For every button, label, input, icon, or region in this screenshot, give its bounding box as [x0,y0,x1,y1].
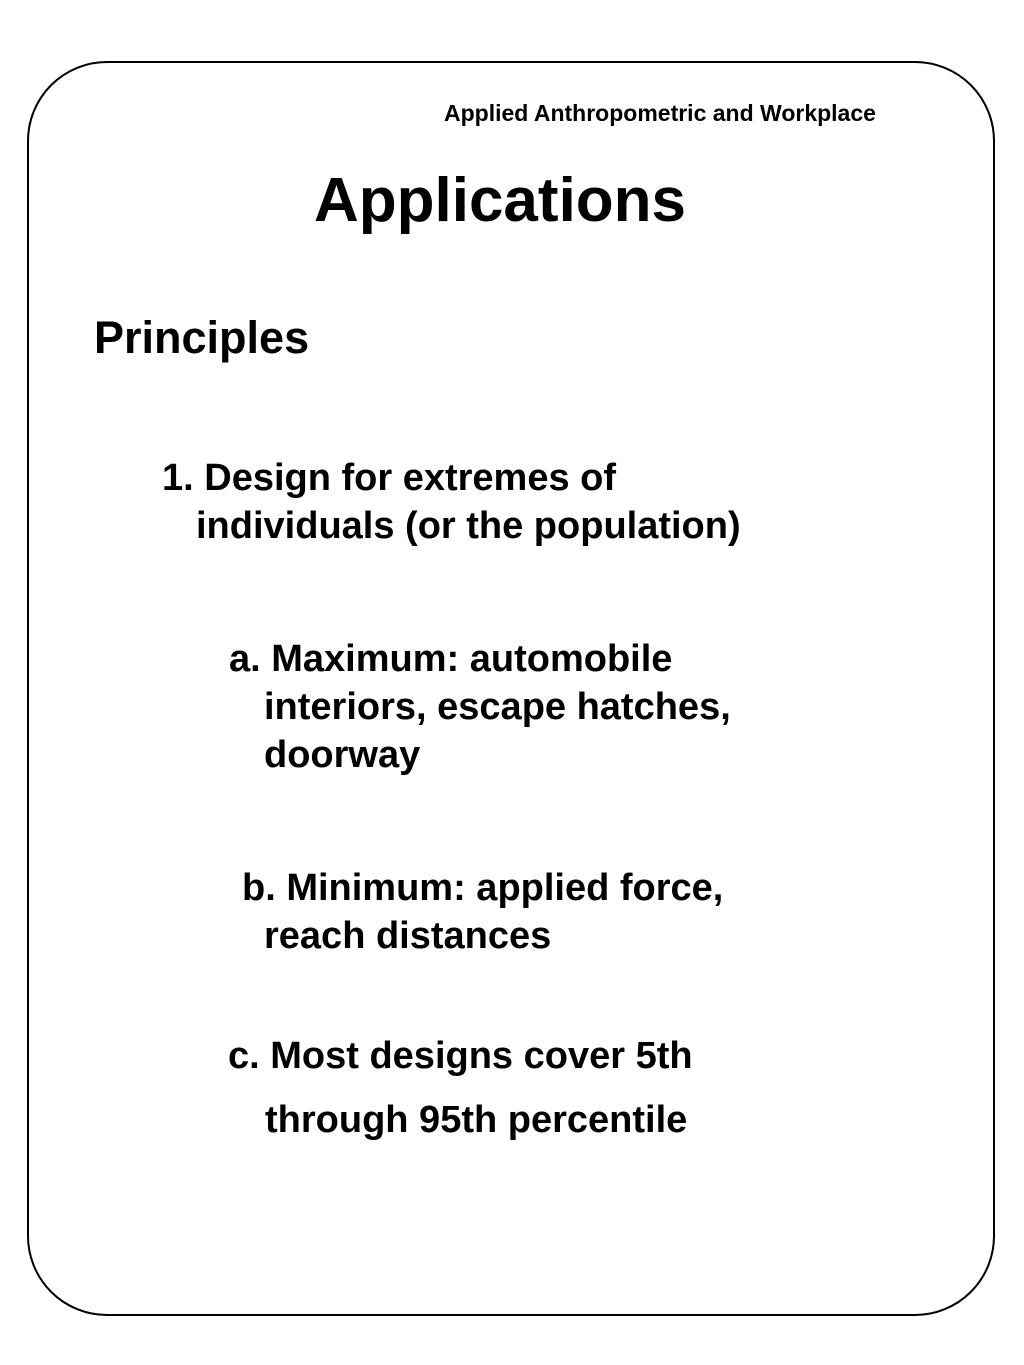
principle-item-c [228,1024,693,1152]
principle-item-1-line-1: 1. Design for extremes of [162,457,617,499]
principle-item-a-line-3: doorway [264,734,421,776]
principle-item-b-line-1: b. Minimum: applied force, [242,867,724,909]
principle-item-1-line-2: individuals (or the population) [196,505,741,547]
principle-item-c-line-2: through 95th percentile [265,1099,688,1141]
principle-item-b-line-2: reach distances [264,915,552,957]
principle-item-a-line-2: interiors, escape hatches, [264,686,731,728]
principle-item-1 [162,454,741,550]
slide-title: Applications [313,166,687,235]
principle-item-b [242,864,723,960]
principle-item-a [229,635,731,779]
header-caption: Applied Anthropometric and Workplace [444,100,876,126]
principle-item-a-line-1: a. Maximum: automobile [229,638,673,680]
section-heading: Principles [94,312,310,363]
principle-item-c-line-1: c. Most designs cover 5th [228,1035,693,1077]
